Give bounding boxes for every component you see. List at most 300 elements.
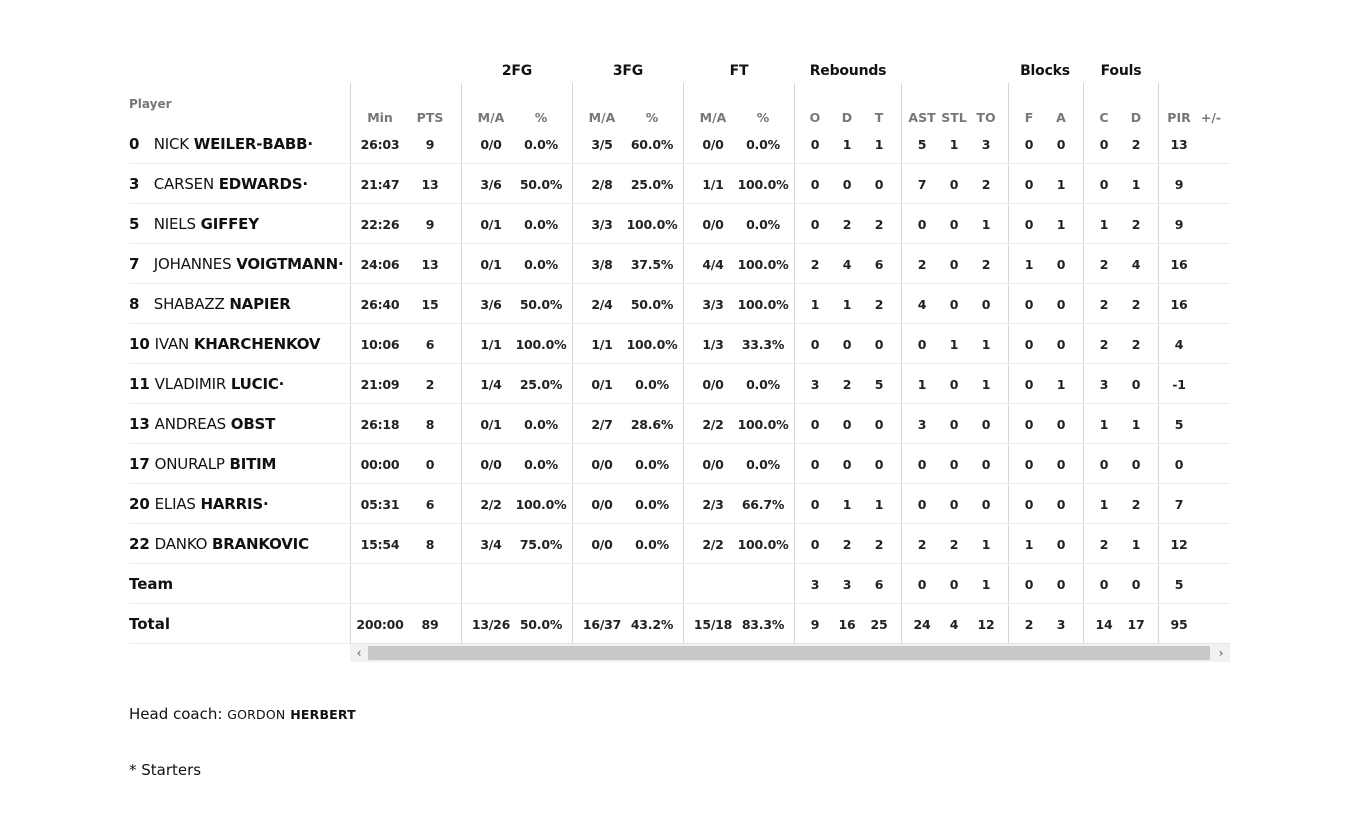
- cell-pts: 6: [425, 337, 435, 352]
- table-row: [129, 244, 1230, 284]
- cell-min: 05:31: [360, 497, 400, 512]
- cell-ft-pct: 100.0%: [737, 537, 789, 552]
- player-first-name: NIELS: [153, 215, 196, 233]
- player-last-name: VOIGTMANN: [236, 255, 338, 273]
- player-number: 11: [129, 375, 150, 393]
- group-header-fouls: Fouls: [1100, 63, 1142, 79]
- cell-2fg-pct: 0.0%: [524, 257, 558, 272]
- cell-foul-c: 1: [1099, 417, 1109, 432]
- column-header-min[interactable]: Min: [367, 110, 393, 125]
- cell-2fg-ma: 3/6: [480, 177, 502, 192]
- cell-foul-d: 2: [1131, 297, 1141, 312]
- cell-2fg-pct: 0.0%: [524, 417, 558, 432]
- cell-foul-d: 1: [1131, 177, 1141, 192]
- column-header-blk-a[interactable]: A: [1056, 110, 1066, 125]
- table-row: [129, 204, 1230, 244]
- cell-3fg-ma: 3/8: [591, 257, 613, 272]
- cell-ast: 4: [917, 297, 927, 312]
- cell-3fg-ma: 3/3: [591, 217, 613, 232]
- cell-min: 21:09: [360, 377, 400, 392]
- cell-ft-pct: 100.0%: [737, 297, 789, 312]
- starter-marker: ·: [302, 175, 309, 193]
- scroll-right-icon[interactable]: ›: [1218, 646, 1224, 660]
- cell-blk-f: 2: [1024, 617, 1034, 632]
- cell-2fg-pct: 50.0%: [519, 177, 563, 192]
- cell-reb-o: 0: [810, 217, 820, 232]
- starters-footnote: * Starters: [129, 761, 202, 779]
- cell-ast: 24: [913, 617, 931, 632]
- cell-blk-f: 0: [1024, 417, 1034, 432]
- cell-reb-t: 0: [874, 457, 884, 472]
- cell-reb-d: 0: [842, 457, 852, 472]
- cell-foul-d: 1: [1131, 537, 1141, 552]
- player-name-cell[interactable]: [129, 295, 291, 313]
- cell-min: 21:47: [360, 177, 400, 192]
- cell-foul-c: 14: [1095, 617, 1113, 632]
- cell-ft-pct: 83.3%: [741, 617, 785, 632]
- cell-3fg-pct: 0.0%: [635, 497, 669, 512]
- cell-2fg-pct: 25.0%: [519, 377, 563, 392]
- column-header-player[interactable]: Player: [129, 97, 172, 111]
- column-header-foul-d[interactable]: D: [1130, 110, 1142, 125]
- starter-marker: ·: [278, 375, 285, 393]
- cell-blk-a: 0: [1056, 337, 1066, 352]
- cell-to: 3: [981, 137, 991, 152]
- total-row: [129, 604, 1230, 644]
- cell-foul-c: 0: [1099, 137, 1109, 152]
- cell-foul-d: 4: [1131, 257, 1141, 272]
- cell-reb-o: 0: [810, 457, 820, 472]
- cell-pts: 9: [425, 137, 435, 152]
- cell-reb-t: 2: [874, 297, 884, 312]
- starter-marker: ·: [307, 135, 314, 153]
- cell-pir: 95: [1170, 617, 1188, 632]
- player-first-name: IVAN: [154, 335, 190, 353]
- cell-3fg-pct: 0.0%: [635, 537, 669, 552]
- column-header-reb-t[interactable]: T: [874, 110, 884, 125]
- cell-ft-pct: 66.7%: [741, 497, 785, 512]
- cell-reb-d: 2: [842, 537, 852, 552]
- cell-ft-pct: 0.0%: [746, 377, 780, 392]
- cell-ast: 0: [917, 577, 927, 592]
- cell-3fg-ma: 16/37: [582, 617, 622, 632]
- cell-blk-a: 0: [1056, 297, 1066, 312]
- cell-stl: 2: [949, 537, 959, 552]
- column-header-stl[interactable]: STL: [941, 110, 967, 125]
- player-number: 3: [129, 175, 140, 193]
- cell-reb-t: 1: [874, 137, 884, 152]
- cell-reb-t: 6: [874, 257, 884, 272]
- cell-reb-t: 25: [870, 617, 888, 632]
- cell-3fg-pct: 50.0%: [630, 297, 674, 312]
- player-last-name: OBST: [230, 415, 276, 433]
- player-name-cell[interactable]: [129, 215, 259, 233]
- cell-ft-pct: 100.0%: [737, 177, 789, 192]
- cell-foul-d: 2: [1131, 337, 1141, 352]
- cell-ft-ma: 3/3: [702, 297, 724, 312]
- cell-pir: 5: [1174, 417, 1184, 432]
- head-coach: [129, 705, 356, 723]
- player-first-name: VLADIMIR: [154, 375, 227, 393]
- cell-blk-a: 1: [1056, 377, 1066, 392]
- cell-blk-a: 0: [1056, 457, 1066, 472]
- table-row: [129, 364, 1230, 404]
- cell-2fg-pct: 50.0%: [519, 617, 563, 632]
- cell-blk-f: 0: [1024, 337, 1034, 352]
- player-first-name: DANKO: [154, 535, 208, 553]
- cell-pts: 2: [425, 377, 435, 392]
- column-header-3fg-pct[interactable]: %: [645, 110, 659, 125]
- table-row: [129, 124, 1230, 164]
- cell-blk-f: 0: [1024, 497, 1034, 512]
- cell-ft-pct: 0.0%: [746, 457, 780, 472]
- cell-3fg-ma: 1/1: [591, 337, 613, 352]
- player-name-cell[interactable]: [129, 415, 275, 433]
- group-header-row: [129, 58, 1230, 84]
- cell-2fg-ma: 2/2: [480, 497, 502, 512]
- cell-ft-ma: 2/3: [702, 497, 724, 512]
- cell-blk-f: 1: [1024, 537, 1034, 552]
- cell-blk-f: 0: [1024, 177, 1034, 192]
- cell-foul-c: 2: [1099, 297, 1109, 312]
- player-name-cell[interactable]: [129, 335, 320, 353]
- group-header-2fg: 2FG: [501, 63, 533, 79]
- cell-3fg-ma: 2/7: [591, 417, 613, 432]
- column-header-2fg-pct[interactable]: %: [534, 110, 548, 125]
- cell-2fg-ma: 3/4: [480, 537, 502, 552]
- cell-2fg-pct: 75.0%: [519, 537, 563, 552]
- cell-to: 0: [981, 297, 991, 312]
- cell-ft-ma: 0/0: [702, 137, 724, 152]
- cell-to: 2: [981, 257, 991, 272]
- cell-2fg-pct: 50.0%: [519, 297, 563, 312]
- cell-reb-d: 16: [838, 617, 856, 632]
- cell-to: 1: [981, 377, 991, 392]
- cell-reb-t: 0: [874, 417, 884, 432]
- cell-blk-a: 1: [1056, 177, 1066, 192]
- player-number: 10: [129, 335, 150, 353]
- cell-min: 00:00: [360, 457, 400, 472]
- cell-ft-ma: 15/18: [693, 617, 733, 632]
- cell-pir: 9: [1174, 177, 1184, 192]
- cell-2fg-pct: 0.0%: [524, 137, 558, 152]
- cell-to: 0: [981, 497, 991, 512]
- cell-min: 22:26: [360, 217, 400, 232]
- cell-ft-pct: 33.3%: [741, 337, 785, 352]
- cell-stl: 0: [949, 297, 959, 312]
- cell-ast: 2: [917, 537, 927, 552]
- cell-ast: 7: [917, 177, 927, 192]
- cell-foul-d: 0: [1131, 457, 1141, 472]
- cell-ft-pct: 0.0%: [746, 137, 780, 152]
- cell-2fg-pct: 100.0%: [515, 337, 567, 352]
- cell-stl: 0: [949, 577, 959, 592]
- cell-to: 2: [981, 177, 991, 192]
- cell-ft-ma: 0/0: [702, 457, 724, 472]
- cell-2fg-ma: 1/1: [480, 337, 502, 352]
- cell-ft-ma: 0/0: [702, 377, 724, 392]
- group-header-ft: FT: [729, 63, 749, 79]
- cell-3fg-ma: 0/0: [591, 497, 613, 512]
- cell-ft-pct: 0.0%: [746, 217, 780, 232]
- total-row-label: Total: [129, 615, 170, 633]
- cell-pts: 6: [425, 497, 435, 512]
- cell-pts: 13: [421, 257, 439, 272]
- cell-min: 26:40: [360, 297, 400, 312]
- column-header-3fg-ma[interactable]: M/A: [588, 110, 616, 125]
- player-number: 5: [129, 215, 140, 233]
- cell-blk-f: 0: [1024, 137, 1034, 152]
- cell-ft-ma: 4/4: [702, 257, 724, 272]
- cell-2fg-pct: 100.0%: [515, 497, 567, 512]
- cell-stl: 1: [949, 137, 959, 152]
- cell-3fg-ma: 0/0: [591, 457, 613, 472]
- cell-2fg-pct: 0.0%: [524, 217, 558, 232]
- cell-ast: 2: [917, 257, 927, 272]
- starter-marker: ·: [338, 255, 344, 273]
- cell-stl: 4: [949, 617, 959, 632]
- cell-reb-o: 0: [810, 497, 820, 512]
- player-name-cell[interactable]: [129, 495, 269, 513]
- cell-blk-a: 0: [1056, 537, 1066, 552]
- cell-ft-pct: 100.0%: [737, 257, 789, 272]
- cell-pts: 8: [425, 417, 435, 432]
- cell-blk-f: 1: [1024, 257, 1034, 272]
- table-row: [129, 284, 1230, 324]
- cell-foul-c: 0: [1099, 457, 1109, 472]
- cell-stl: 0: [949, 457, 959, 472]
- cell-2fg-ma: 0/1: [480, 217, 502, 232]
- column-header-ft-ma[interactable]: M/A: [699, 110, 727, 125]
- cell-reb-d: 4: [842, 257, 852, 272]
- player-name-cell[interactable]: [129, 375, 284, 393]
- cell-2fg-ma: 0/1: [480, 417, 502, 432]
- cell-foul-c: 1: [1099, 497, 1109, 512]
- horizontal-scrollbar[interactable]: [350, 643, 1230, 662]
- cell-blk-f: 0: [1024, 457, 1034, 472]
- cell-pir: 0: [1174, 457, 1184, 472]
- column-header-to[interactable]: TO: [976, 110, 996, 125]
- cell-pts: 8: [425, 537, 435, 552]
- cell-ft-ma: 0/0: [702, 217, 724, 232]
- cell-reb-t: 1: [874, 497, 884, 512]
- cell-pir: 16: [1170, 297, 1188, 312]
- cell-stl: 1: [949, 337, 959, 352]
- player-number: 22: [129, 535, 150, 553]
- player-name-cell[interactable]: [129, 535, 309, 553]
- column-header-pts[interactable]: PTS: [416, 110, 444, 125]
- player-first-name: SHABAZZ: [153, 295, 225, 313]
- cell-ast: 5: [917, 137, 927, 152]
- player-last-name: WEILER-BABB: [193, 135, 308, 153]
- cell-foul-d: 0: [1131, 577, 1141, 592]
- player-number: 8: [129, 295, 140, 313]
- cell-blk-a: 0: [1056, 417, 1066, 432]
- cell-pir: 13: [1170, 137, 1188, 152]
- column-header-reb-d[interactable]: D: [841, 110, 853, 125]
- cell-ft-pct: 100.0%: [737, 417, 789, 432]
- cell-ast: 0: [917, 337, 927, 352]
- cell-2fg-ma: 13/26: [471, 617, 511, 632]
- cell-stl: 0: [949, 217, 959, 232]
- cell-ft-ma: 2/2: [702, 537, 724, 552]
- cell-foul-c: 2: [1099, 257, 1109, 272]
- scroll-left-icon[interactable]: ‹: [356, 646, 362, 660]
- cell-reb-o: 0: [810, 177, 820, 192]
- cell-pts: 9: [425, 217, 435, 232]
- cell-blk-f: 0: [1024, 577, 1034, 592]
- player-last-name: BRANKOVIC: [212, 535, 309, 553]
- cell-2fg-ma: 1/4: [480, 377, 502, 392]
- player-last-name: KHARCHENKOV: [193, 335, 321, 353]
- player-number: 0: [129, 135, 140, 153]
- column-header-2fg-ma[interactable]: M/A: [477, 110, 505, 125]
- team-row-label: Team: [129, 575, 174, 593]
- cell-pts: 0: [425, 457, 435, 472]
- cell-stl: 0: [949, 377, 959, 392]
- cell-reb-o: 0: [810, 417, 820, 432]
- column-header-pir[interactable]: PIR: [1167, 110, 1191, 125]
- cell-pir: 4: [1174, 337, 1184, 352]
- player-first-name: ONURALP: [154, 455, 225, 473]
- cell-pir: 7: [1174, 497, 1184, 512]
- cell-reb-d: 1: [842, 297, 852, 312]
- cell-blk-a: 0: [1056, 577, 1066, 592]
- player-last-name: EDWARDS: [218, 175, 303, 193]
- cell-3fg-pct: 0.0%: [635, 377, 669, 392]
- player-first-name: ELIAS: [154, 495, 196, 513]
- cell-2fg-ma: 3/6: [480, 297, 502, 312]
- cell-stl: 0: [949, 257, 959, 272]
- cell-pir: 9: [1174, 217, 1184, 232]
- group-header-blocks: Blocks: [1020, 63, 1070, 79]
- cell-3fg-pct: 25.0%: [630, 177, 674, 192]
- cell-3fg-pct: 28.6%: [630, 417, 674, 432]
- cell-foul-d: 2: [1131, 217, 1141, 232]
- cell-foul-c: 0: [1099, 577, 1109, 592]
- cell-foul-c: 1: [1099, 217, 1109, 232]
- cell-stl: 0: [949, 177, 959, 192]
- cell-ast: 1: [917, 377, 927, 392]
- cell-reb-d: 2: [842, 217, 852, 232]
- cell-reb-t: 0: [874, 177, 884, 192]
- cell-min: 10:06: [360, 337, 400, 352]
- table-row: [129, 164, 1230, 204]
- cell-reb-t: 2: [874, 537, 884, 552]
- cell-reb-t: 2: [874, 217, 884, 232]
- player-last-name: LUCIC: [230, 375, 279, 393]
- starter-marker: ·: [262, 495, 269, 513]
- cell-foul-c: 2: [1099, 537, 1109, 552]
- cell-pir: -1: [1172, 377, 1186, 392]
- cell-reb-o: 0: [810, 537, 820, 552]
- player-number: 7: [129, 255, 140, 273]
- cell-reb-o: 9: [810, 617, 820, 632]
- cell-to: 0: [981, 417, 991, 432]
- cell-2fg-ma: 0/0: [480, 137, 502, 152]
- group-header-3fg: 3FG: [612, 63, 644, 79]
- player-name-cell[interactable]: [129, 255, 344, 273]
- table-body: [129, 124, 1230, 644]
- cell-foul-c: 2: [1099, 337, 1109, 352]
- cell-ast: 0: [917, 217, 927, 232]
- cell-3fg-pct: 100.0%: [626, 217, 678, 232]
- player-first-name: ANDREAS: [154, 415, 226, 433]
- cell-ft-ma: 2/2: [702, 417, 724, 432]
- player-last-name: GIFFEY: [200, 215, 259, 233]
- scrollbar-thumb[interactable]: [368, 646, 1210, 660]
- cell-pir: 16: [1170, 257, 1188, 272]
- cell-2fg-ma: 0/0: [480, 457, 502, 472]
- cell-reb-d: 2: [842, 377, 852, 392]
- cell-reb-o: 1: [810, 297, 820, 312]
- player-name-cell[interactable]: [129, 135, 313, 153]
- cell-pts: 13: [421, 177, 439, 192]
- head-coach-first-name: GORDON: [227, 707, 286, 722]
- cell-ast: 3: [917, 417, 927, 432]
- column-header-plus-minus[interactable]: +/-: [1200, 110, 1222, 125]
- cell-blk-a: 0: [1056, 497, 1066, 512]
- column-header-ft-pct[interactable]: %: [756, 110, 770, 125]
- cell-to: 1: [981, 217, 991, 232]
- cell-foul-d: 0: [1131, 377, 1141, 392]
- column-header-blk-f[interactable]: F: [1024, 110, 1034, 125]
- cell-3fg-ma: 0/0: [591, 537, 613, 552]
- column-header-ast[interactable]: AST: [908, 110, 936, 125]
- player-name-cell[interactable]: [129, 175, 308, 193]
- column-header-reb-o[interactable]: O: [809, 110, 821, 125]
- cell-ast: 0: [917, 457, 927, 472]
- cell-min: 26:18: [360, 417, 400, 432]
- cell-reb-o: 3: [810, 577, 820, 592]
- cell-3fg-ma: 0/1: [591, 377, 613, 392]
- cell-to: 12: [977, 617, 995, 632]
- cell-foul-d: 1: [1131, 417, 1141, 432]
- player-first-name: JOHANNES: [153, 255, 232, 273]
- table-row: [129, 324, 1230, 364]
- cell-to: 0: [981, 457, 991, 472]
- cell-3fg-pct: 0.0%: [635, 457, 669, 472]
- cell-reb-d: 1: [842, 137, 852, 152]
- cell-pts: 15: [421, 297, 439, 312]
- cell-reb-d: 0: [842, 337, 852, 352]
- cell-min: 26:03: [360, 137, 400, 152]
- cell-2fg-pct: 0.0%: [524, 457, 558, 472]
- head-coach-label: Head coach:: [129, 705, 223, 723]
- cell-3fg-pct: 100.0%: [626, 337, 678, 352]
- cell-foul-d: 2: [1131, 137, 1141, 152]
- cell-reb-d: 0: [842, 417, 852, 432]
- cell-3fg-ma: 2/4: [591, 297, 613, 312]
- cell-foul-c: 0: [1099, 177, 1109, 192]
- cell-2fg-ma: 0/1: [480, 257, 502, 272]
- column-header-foul-c[interactable]: C: [1099, 110, 1109, 125]
- cell-3fg-ma: 3/5: [591, 137, 613, 152]
- cell-reb-o: 0: [810, 137, 820, 152]
- cell-to: 1: [981, 337, 991, 352]
- cell-foul-d: 2: [1131, 497, 1141, 512]
- cell-foul-d: 17: [1127, 617, 1145, 632]
- cell-min: 15:54: [360, 537, 400, 552]
- player-number: 20: [129, 495, 150, 513]
- cell-blk-f: 0: [1024, 217, 1034, 232]
- table-row: [129, 524, 1230, 564]
- cell-to: 1: [981, 537, 991, 552]
- cell-blk-a: 3: [1056, 617, 1066, 632]
- cell-blk-f: 0: [1024, 377, 1034, 392]
- player-name-cell[interactable]: [129, 455, 276, 473]
- cell-reb-d: 3: [842, 577, 852, 592]
